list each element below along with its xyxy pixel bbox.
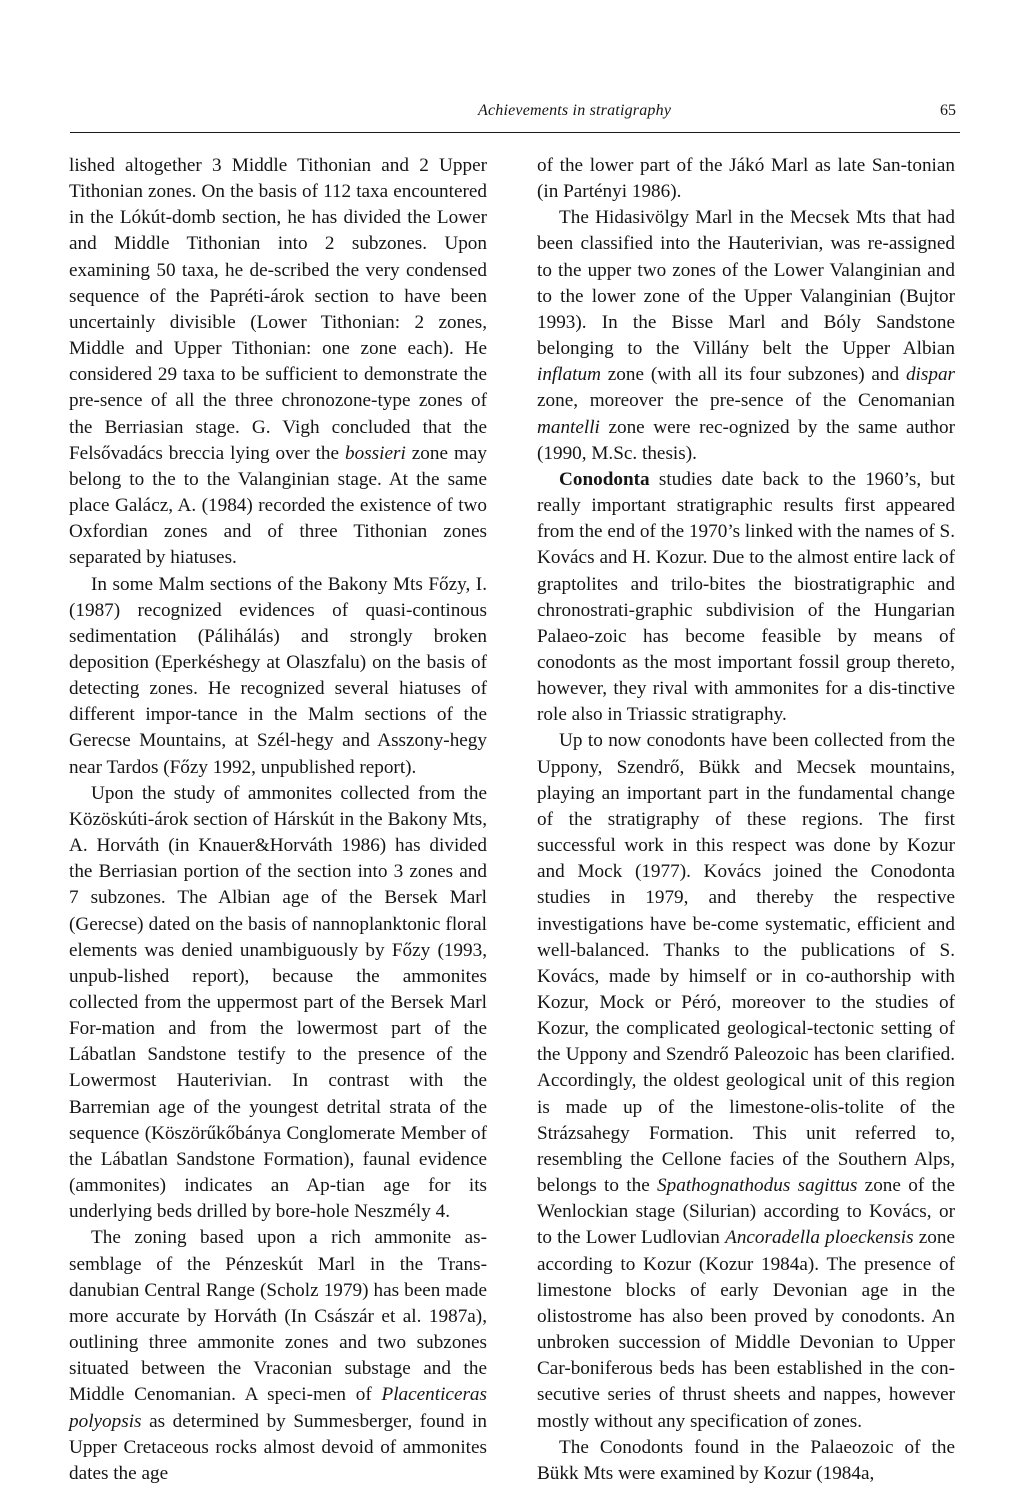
paragraph: Conodonta studies date back to the 1960’s, but really important stratigraphic results first appeared from the end of the 1970’s linked with the names of S. Kovács and H. Kozur. Due to the almost entire lack of graptolites and trilo-bites the biostratigraphic and chronostrati-graphic subdivision of the Hungarian Palaeo-zoic has become feasible by means of conodonts as the most important fossil group thereto, however, they rival with ammonites for a dis-tinctive role also in Triassic stratigraphy. (537, 468, 955, 726)
paragraph: lished altogether 3 Middle Tithonian and 2 Upper Tithonian zones. On the basis of 112 taxa encountered in the Lókút-domb section, he has divided the Lower and Middle Tithonian into 2 subzones. Upon examining 50 taxa, he de-scribed the very condensed sequence of the Papréti-árok section to have been uncertainly divisible (Lower Tithonian: 2 zones, Middle and Upper Tithonian: one zone each). He considered 29 taxa to be sufficient to demonstrate the pre-sence of all the three chronozone-type zones of the Berriasian stage. G. Vigh concluded that the Felsővadács breccia lying over the bossieri zone may belong to the to the Valanginian stage. At the same place Galácz, A. (1984) recorded the existence of two Oxfordian zones and of three Tithonian zones separated by hiatuses. (69, 155, 487, 569)
paragraph: The Hidasivölgy Marl in the Mecsek Mts that had been classified into the Hauterivian, was re-assigned to the upper two zones of the Lower Valanginian and to the lower zone of the Upper Valanginian (Bujtor 1993). In the Bisse Marl and Bóly Sandstone belonging to the Villány belt the Upper Albian inflatum zone (with all its four subzones) and dispar zone, moreover the pre-sence of the Cenomanian mantelli zone were rec-ognized by the same author (1990, M.Sc. thesis). (537, 207, 955, 464)
page-number: 65 (940, 102, 956, 119)
header-rule (70, 132, 960, 133)
italic-term: inflatum (537, 364, 601, 386)
paragraph: The zoning based upon a rich ammonite as-semblage of the Pénzeskút Marl in the Trans-danubian Central Range (Scholz 1979) has been made more accurate by Horváth (In Császár et al. 1987a), outlining three ammonite zones and two subzones situated between the Vraconian substage and the Middle Cenomanian. A speci-men of Placenticeras polyopsis as determined by Summesberger, found in Upper Cretaceous rocks almost devoid of ammonites dates the age (69, 1227, 487, 1484)
italic-term: bossieri (345, 442, 406, 464)
bold-term: Conodonta (559, 468, 650, 490)
right-column (537, 153, 955, 1487)
italic-term: Placenticeras polyopsis (69, 1384, 487, 1432)
paragraph: In some Malm sections of the Bakony Mts Főzy, I. (1987) recognized evidences of quasi-continous sedimentation (Pálihálás) and strongly broken deposition (Eperkéshegy at Olaszfalu) on the basis of detecting zones. He recognized several hiatuses of different impor-tance in the Malm sections of the Gerecse Mountains, at Szél-hegy and Asszony-hegy near Tardos (Főzy 1992, unpublished report). (69, 573, 487, 778)
running-title: Achievements in stratigraphy (478, 102, 672, 119)
left-column (69, 153, 487, 1487)
paragraph: of the lower part of the Jákó Marl as late San-tonian (in Partényi 1986). (537, 155, 955, 203)
italic-term: Ancoradella ploeckensis (725, 1227, 914, 1249)
paragraph: Up to now conodonts have been collected from the Uppony, Szendrő, Bükk and Mecsek mountains, playing an important part in the fundamental change of the stratigraphy of these regions. The first successful work in this respect was done by Kozur and Mock (1977). Kovács joined the Conodonta studies in 1979, and thereby the respective investigations have be-come systematic, efficient and well-balanced. Thanks to the publications of S. Kovács, made by himself or in co-authorship with Kozur, Mock or Péró, moreover to the studies of Kozur, the complicated geological-tectonic setting of the Uppony and Szendrő Paleozoic has been clarified. Accordingly, the oldest geological unit of this region is made up of the limestone-olis-tolite of the Strázsahegy Formation. This unit referred to, resembling the Cellone facies of the Southern Alps, belongs to the Spathognathodus sagittus zone of the Wenlockian stage (Silurian) according to Kovács, or to the Lower Ludlovian Ancoradella ploeckensis zone according to Kozur (Kozur 1984a). The presence of limestone blocks of early Devonian age in the olistostrome has also been proved by conodonts. An unbroken succession of Middle Devonian to Upper Car-boniferous beds has been established in the con-secutive series of thrust sheets and nappes, however mostly without any specification of zones. (537, 730, 956, 1432)
running-header (70, 102, 960, 126)
italic-term: dispar (905, 364, 955, 386)
paragraph: The Conodonts found in the Palaeozoic of the Bükk Mts were examined by Kozur (1984a, (537, 1436, 955, 1484)
italic-term: mantelli (537, 416, 600, 438)
paragraph: Upon the study of ammonites collected from the Közöskúti-árok section of Hárskút in the Bakony Mts, A. Horváth (in Knauer&Horváth 1986) has divided the Berriasian portion of the section into 3 zones and 7 subzones. The Albian age of the Bersek Marl (Gerecse) dated on the basis of nannoplanktonic floral elements was denied unambiguously by Főzy (1993, unpub-lished report), because the ammonites collected from the uppermost part of the Bersek Marl For-mation and from the lowermost part of the Lábatlan Sandstone testify to the presence of the Lowermost Hauterivian. In contrast with the Barremian age of the youngest detrital strata of the sequence (Köszörűkőbánya Conglomerate Member of the Lábatlan Sandstone Formation), faunal evidence (ammonites) indicates an Ap-tian age for its underlying beds drilled by bore-hole Neszmély 4. (69, 782, 487, 1223)
italic-term: Spathognathodus sagittus (657, 1175, 858, 1197)
